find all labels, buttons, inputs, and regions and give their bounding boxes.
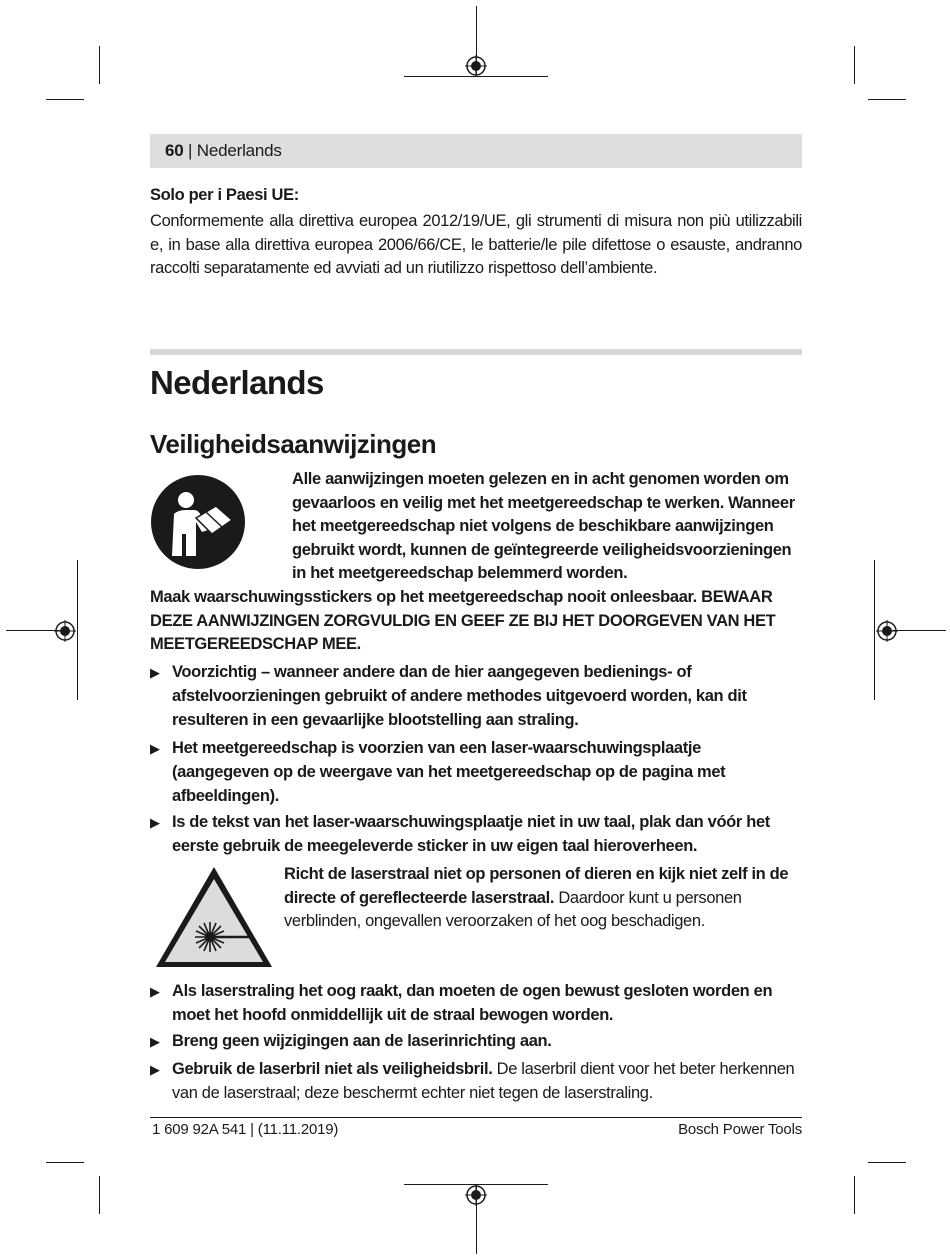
registration-mark-icon (465, 55, 487, 77)
bullet-arrow-icon: ▶ (150, 1034, 160, 1049)
section-title: Nederlands (150, 364, 324, 401)
eu-note-heading: Solo per i Paesi UE: (150, 186, 299, 204)
page-number: 60 (165, 141, 184, 160)
header-section: Nederlands (196, 141, 282, 160)
safety-intro-text: Alle aanwijzingen moeten gelezen en in acht genomen worden om gevaarloos en veilig met het meetgereedschap te werken. Wanneer het meetgereedschap niet volgens de beschikbare aanwijzingen gebruikt wordt, kunnen de geïntegreerde veiligheidsvoorzieningen in het meetgereedschap belemmerd worden. (292, 470, 795, 582)
registration-mark-icon (465, 1184, 487, 1206)
registration-mark-icon (876, 620, 898, 642)
section-divider (150, 349, 802, 355)
eu-note-text: Conformemente alla direttiva europea 2012/19/UE, gli strumenti di misura non più utilizzabili e, in base alla direttiva europea 2006/66/CE, le batterie/le pile difettose o esauste, andranno raccolti separatamente ed avviati ad un riutilizzo rispettoso dell’ambiente. (150, 212, 802, 277)
footer-doc-id: 1 609 92A 541 | (11.11.2019) (152, 1121, 339, 1138)
bullet-arrow-icon: ▶ (150, 665, 160, 680)
page-header (165, 140, 282, 162)
bullet-arrow-icon: ▶ (150, 984, 160, 999)
footer-rule (150, 1117, 802, 1118)
header-separator: | (183, 141, 197, 160)
laser-warning-text: Richt de laserstraal niet op personen of dieren en kijk niet zelf in de directe of gereflecteerde laserstraal. Daardoor kunt u personen verblinden, ongevallen veroorzaken of het oog beschadigen. (284, 865, 789, 930)
footer-brand: Bosch Power Tools (678, 1121, 802, 1138)
registration-mark-icon (54, 620, 76, 642)
laser-warning-icon (153, 864, 275, 970)
bullet-arrow-icon: ▶ (150, 1062, 160, 1077)
bullet-arrow-icon: ▶ (150, 815, 160, 830)
bullet-arrow-icon: ▶ (150, 741, 160, 756)
safety-intro-continued: Maak waarschuwingsstickers op het meetgereedschap nooit onleesbaar. BEWAAR DEZE AANWIJZINGEN ZORGVULDIG EN GEEF ZE BIJ HET DOORGEVEN VAN HET MEETGEREEDSCHAP MEE. (150, 588, 776, 653)
subsection-title: Veiligheidsaanwijzingen (150, 429, 437, 459)
read-manual-icon (150, 474, 246, 570)
